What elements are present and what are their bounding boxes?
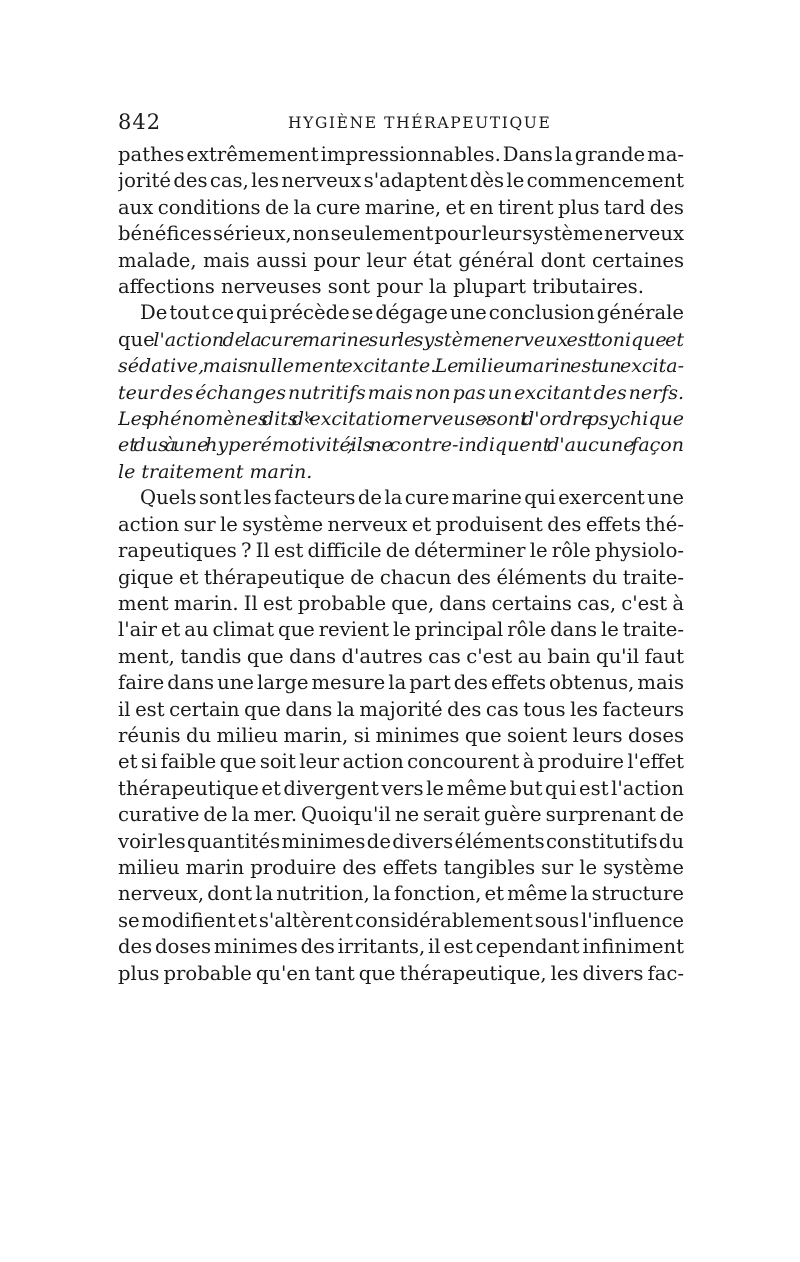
text-line-mixed bbox=[118, 327, 684, 353]
text-line: thérapeutique et divergent vers le même but qui est l'action bbox=[118, 776, 684, 800]
text-line: réunis du milieu marin, si minimes que soient leurs doses bbox=[118, 723, 684, 747]
paragraph-3 bbox=[118, 485, 684, 987]
text-line-italic: sédative, mais nullement excitante. Le milieu marin est un excita- bbox=[118, 355, 684, 378]
text-line: ment, tandis que dans d'autres cas c'est au bain qu'il faut bbox=[118, 644, 684, 668]
text-line-italic: teur des échanges nutritifs mais non pas un excitant des nerfs. bbox=[118, 381, 684, 404]
book-page bbox=[118, 108, 684, 987]
text-line: curative de la mer. Quoiqu'il ne serait guère surprenant de bbox=[118, 803, 684, 827]
text-line-italic: Les phénomènes dits d' « excitation nerveuse » sont d'ordre psychique bbox=[118, 408, 684, 431]
text-line: action sur le système nerveux et produisent des effets thé- bbox=[118, 512, 684, 536]
text-line: voir les quantités minimes de divers éléments constitutifs du bbox=[118, 829, 684, 853]
text-line: faire dans une large mesure la part des effets obtenus, mais bbox=[118, 671, 684, 695]
page-number: 842 bbox=[118, 110, 162, 134]
text-line: ment marin. Il est probable que, dans certains cas, c'est à bbox=[118, 591, 684, 615]
text-line-italic: le traitement marin. bbox=[118, 460, 313, 483]
text-line: affections nerveuses sont pour la plupart tributaires. bbox=[118, 275, 644, 299]
text-roman: que bbox=[118, 327, 154, 351]
paragraph-1 bbox=[118, 142, 684, 300]
text-line: nerveux, dont la nutrition, la fonction, et même la structure bbox=[118, 882, 684, 906]
header-title: HYGIÈNE THÉRAPEUTIQUE bbox=[288, 114, 552, 132]
text-line: bénéfices sérieux, non seulement pour leur système nerveux bbox=[118, 222, 684, 246]
text-line: pathes extrêmement impressionnables. Dans la grande ma- bbox=[118, 143, 684, 166]
text-line: Quels sont les facteurs de la cure marine qui exercent une bbox=[140, 486, 684, 510]
text-line: il est certain que dans la majorité des cas tous les facteurs bbox=[118, 697, 684, 721]
text-line: se modifient et s'altèrent considérablement sous l'influence bbox=[118, 908, 684, 932]
text-line: et si faible que soit leur action concourent à produire l'effet bbox=[118, 750, 684, 774]
text-line: des doses minimes des irritants, il est cependant infiniment bbox=[118, 935, 684, 959]
text-line: plus probable qu'en tant que thérapeutique, les divers fac- bbox=[118, 961, 684, 985]
paragraph-2-conclusion bbox=[118, 300, 684, 485]
text-line: l'air et au climat que revient le principal rôle dans le traite- bbox=[118, 618, 684, 642]
body-text bbox=[118, 142, 684, 987]
text-line: jorité des cas, les nerveux s'adaptent dès le commencement bbox=[118, 169, 684, 193]
text-line: gique et thérapeutique de chacun des éléments du traite- bbox=[118, 565, 684, 589]
text-line: rapeutiques ? Il est difficile de déterminer le rôle physiolo- bbox=[118, 539, 684, 563]
text-line: aux conditions de la cure marine, et en tirent plus tard des bbox=[118, 195, 684, 219]
text-italic: l'action de la cure marine sur le système nerveux est tonique et bbox=[153, 328, 684, 351]
text-line: milieu marin produire des effets tangibles sur le système bbox=[118, 855, 684, 879]
text-line: malade, mais aussi pour leur état général dont certaines bbox=[118, 248, 684, 272]
running-head bbox=[118, 108, 684, 142]
text-line: De tout ce qui précède se dégage une conclusion générale bbox=[140, 301, 684, 325]
text-line-italic: et dus à une hyperémotivité ; ils ne contre-indiquent d'aucune façon bbox=[118, 434, 684, 457]
